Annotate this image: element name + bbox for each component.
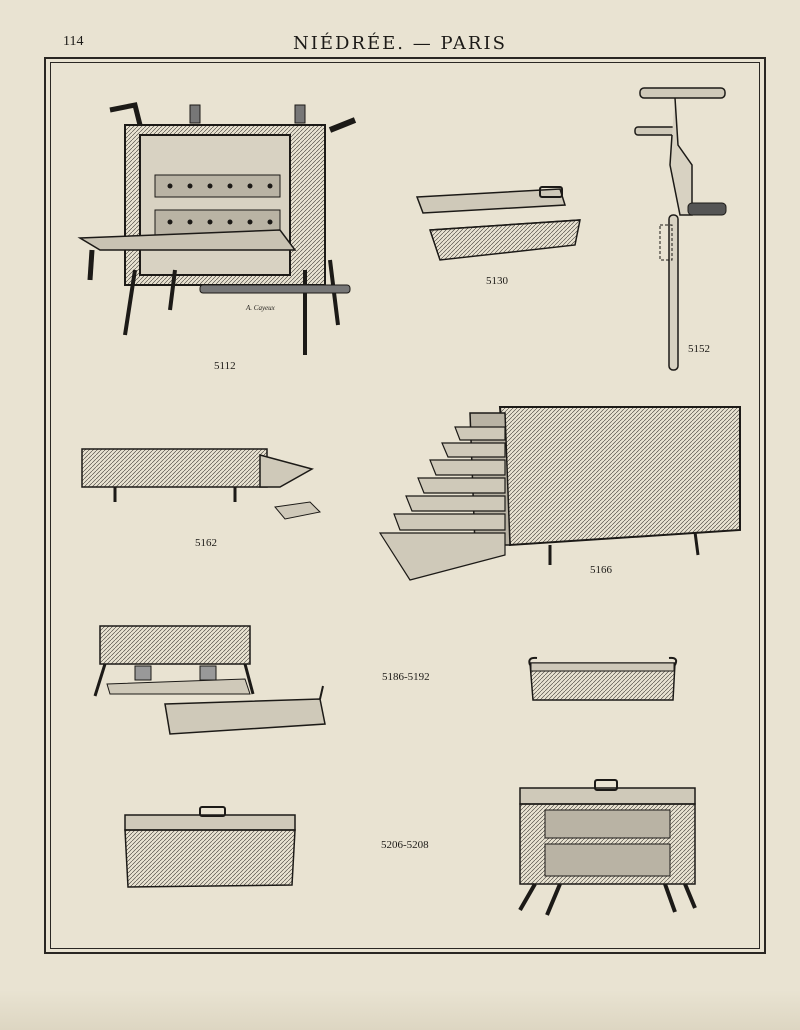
item-number-5166: 5166 [590,564,612,576]
item-number-5112: 5112 [214,360,236,372]
page-number: 114 [63,34,84,49]
item-number-5186-5192: 5186-5192 [382,671,430,683]
page-title: NIÉDRÉE. — PARIS [293,33,507,54]
item-number-5206-5208: 5206-5208 [381,839,429,851]
item-number-5162: 5162 [195,537,217,549]
engraver-signature: A. Cayeux [246,304,275,312]
item-number-5130: 5130 [486,275,508,287]
glass-stopcock-tube-icon [630,85,740,375]
page-edge [0,990,800,1030]
sterilizing-oven-with-burner-icon [80,100,370,360]
lidded-sterilizer-box-icon [120,805,300,895]
tray-boiler-set-icon [95,624,330,739]
lidded-tray-box-icon [415,185,585,265]
long-box-with-drawer-icon [80,447,320,527]
handled-tray-icon [525,655,680,710]
raised-sterilizer-box-icon [515,780,700,920]
cabinet-with-stacked-trays-icon [380,405,745,585]
item-number-5152: 5152 [688,343,710,355]
